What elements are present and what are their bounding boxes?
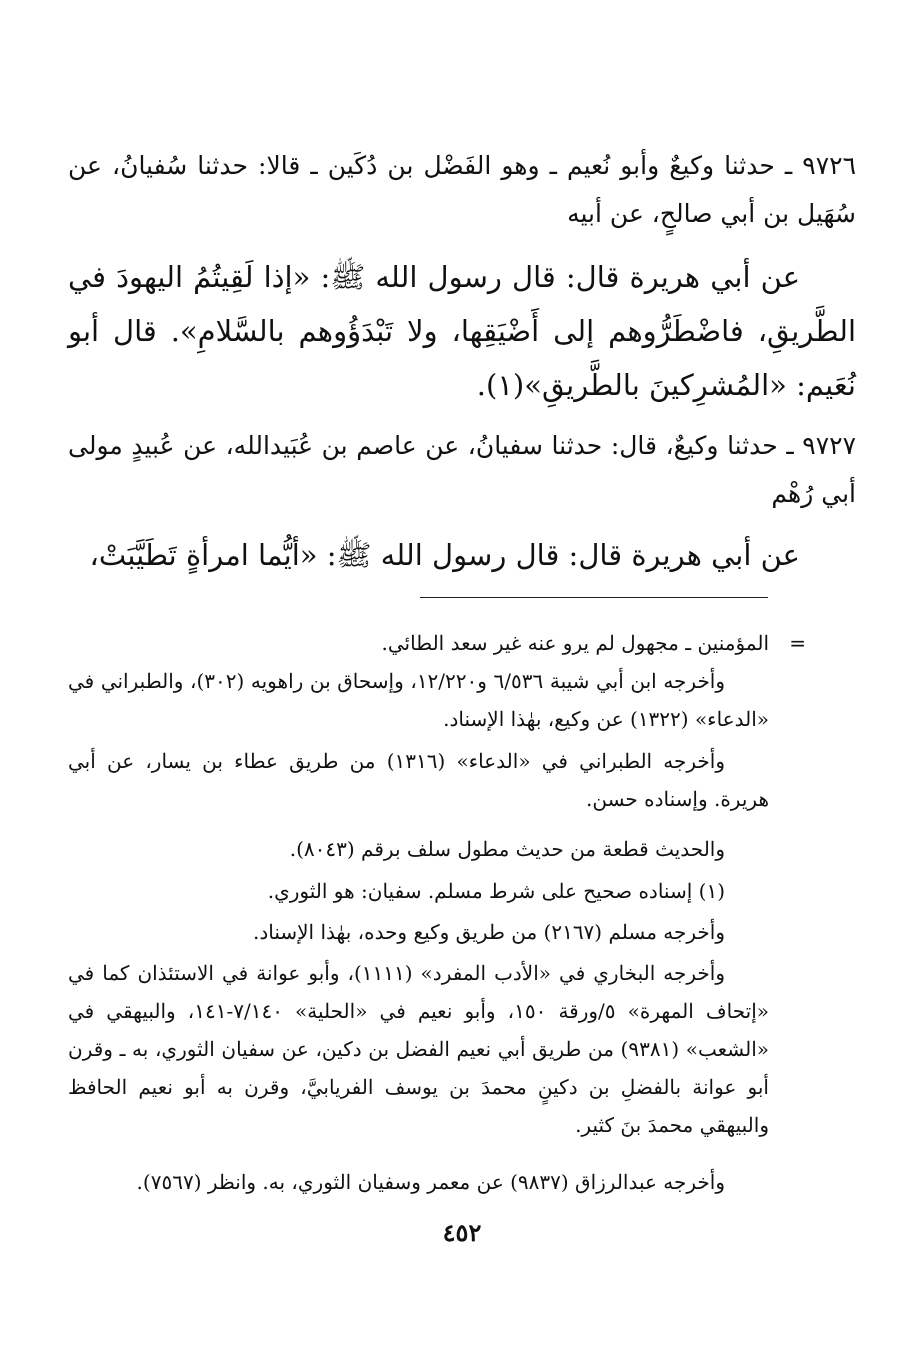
footnote-divider (420, 597, 768, 598)
footnote-continuation-marker: = (789, 631, 806, 655)
footnote-line: وأخرجه مسلم (٢١٦٧) من طريق وكيع وحده، بهٰذا الإسناد. (252, 920, 725, 944)
footnote-line: والحديث قطعة من حديث مطول سلف برقم (٨٠٤٣). (289, 837, 725, 861)
page-number: ٤٥٢ (442, 1218, 482, 1247)
hadith-9727-matn: عن أبي هريرة قال: قال رسول الله ﷺ: «أيُّما امرأةٍ تَطَيَّبَتْ، (89, 538, 800, 572)
hadith-9726-matn: عن أبي هريرة قال: قال رسول الله ﷺ: «إذا لَقِيتُمُ اليهودَ في الطَّريقِ، فاضْطَرُّوهم إلى أَضْيَقِها، ولا تَبْدَؤُوهم بالسَّلامِ». قال أبو نُعَيم: «المُشرِكينَ بالطَّريقِ»(١). (68, 260, 856, 402)
footnote-1: (١) إسناده صحيح على شرط مسلم. سفيان: هو الثوري. (267, 879, 725, 903)
footnote-line: وأخرجه البخاري في «الأدب المفرد» (١١١١)، وأبو عوانة في الاستئذان كما في «إتحاف المهرة» ٥/ورقة ١٥٠، وأبو نعيم في «الحلية» ٧/١٤٠-١٤١، والبيهقي في «الشعب» (٩٣٨١) من طريق أبي نعيم الفضل بن دكين، عن سفيان الثوري، به ـ وقرن أبو عوانة بالفضلِ بن دكينٍ محمدَ بن يوسف الفريابيَّ، وقرن به أبو نعيم الحافظ والبيهقي محمدَ بنَ كثير. (68, 961, 769, 1137)
footnote-line: وأخرجه ابن أبي شيبة ٦/٥٣٦ و١٢/٢٢٠، وإسحاق بن راهويه (٣٠٢)، والطبراني في «الدعاء» (١٣٢٢) عن وكيع، بهٰذا الإسناد. (68, 669, 769, 731)
footnote-line: وأخرجه الطبراني في «الدعاء» (١٣١٦) من طريق عطاء بن يسار، عن أبي هريرة. وإسناده حسن. (68, 749, 769, 811)
footnote-line: المؤمنين ـ مجهول لم يرو عنه غير سعد الطائي. (381, 631, 769, 655)
footnote-line: وأخرجه عبدالرزاق (٩٨٣٧) عن معمر وسفيان الثوري، به. وانظر (٧٥٦٧). (136, 1170, 725, 1194)
hadith-9726-chain: ٩٧٢٦ ـ حدثنا وكيعٌ وأبو نُعيم ـ وهو الفَضْل بن دُكَين ـ قالا: حدثنا سُفيانُ، عن سُهَيل بن أبي صالحٍ، عن أبيه (68, 151, 856, 228)
hadith-9727-chain: ٩٧٢٧ ـ حدثنا وكيعٌ، قال: حدثنا سفيانُ، عن عاصم بن عُبَيدالله، عن عُبيدٍ مولى أبي رُهْم (68, 431, 856, 508)
